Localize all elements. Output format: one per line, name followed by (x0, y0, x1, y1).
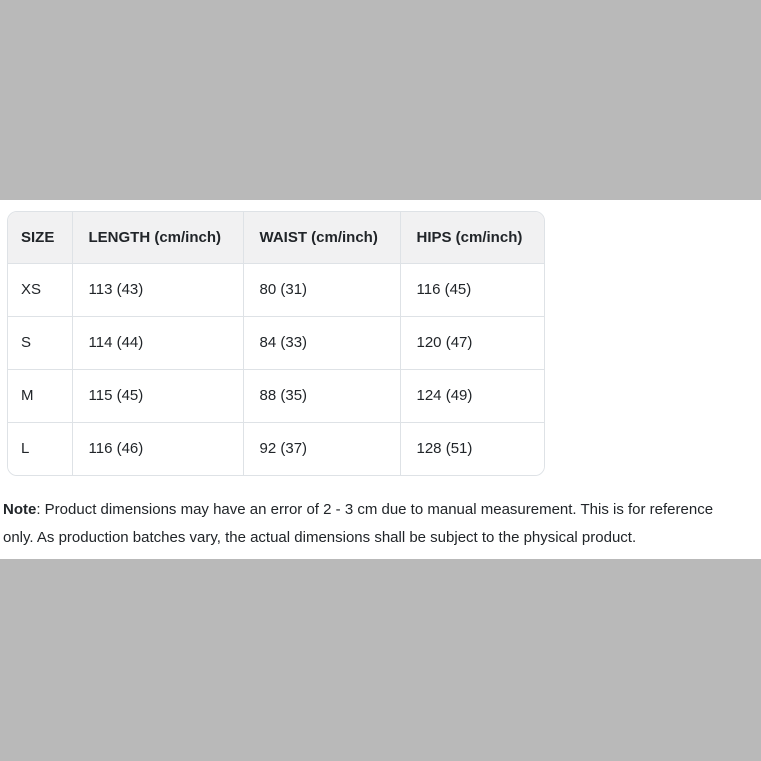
column-header-hips: HIPS (cm/inch) (400, 212, 544, 263)
cell-length: 116 (46) (72, 422, 243, 475)
cell-size: XS (8, 263, 72, 316)
cell-hips: 116 (45) (400, 263, 544, 316)
table-row-l (8, 422, 544, 475)
cell-waist: 80 (31) (243, 263, 400, 316)
bottom-image-gray-band (0, 559, 761, 761)
table-header-row (8, 212, 544, 263)
table-row-m (8, 369, 544, 422)
size-chart-table (7, 211, 545, 476)
top-image-gray-band (0, 0, 761, 200)
cell-waist: 88 (35) (243, 369, 400, 422)
note-label: Note (3, 501, 37, 518)
cell-length: 113 (43) (72, 263, 243, 316)
table-row-s (8, 316, 544, 369)
column-header-size: SIZE (8, 212, 72, 263)
cell-length: 114 (44) (72, 316, 243, 369)
measurement-note (3, 496, 713, 552)
table-row-xs (8, 263, 544, 316)
cell-hips: 128 (51) (400, 422, 544, 475)
size-table (8, 212, 544, 475)
cell-length: 115 (45) (72, 369, 243, 422)
cell-waist: 84 (33) (243, 316, 400, 369)
cell-hips: 120 (47) (400, 316, 544, 369)
cell-size: M (8, 369, 72, 422)
cell-size: S (8, 316, 72, 369)
cell-size: L (8, 422, 72, 475)
note-line-2: only. As production batches vary, the actual dimensions shall be subject to the physical product. (3, 529, 637, 546)
note-line-1: : Product dimensions may have an error of 2 - 3 cm due to manual measurement. This is for reference (36, 501, 714, 518)
cell-waist: 92 (37) (243, 422, 400, 475)
column-header-length: LENGTH (cm/inch) (72, 212, 243, 263)
cell-hips: 124 (49) (400, 369, 544, 422)
column-header-waist: WAIST (cm/inch) (243, 212, 400, 263)
